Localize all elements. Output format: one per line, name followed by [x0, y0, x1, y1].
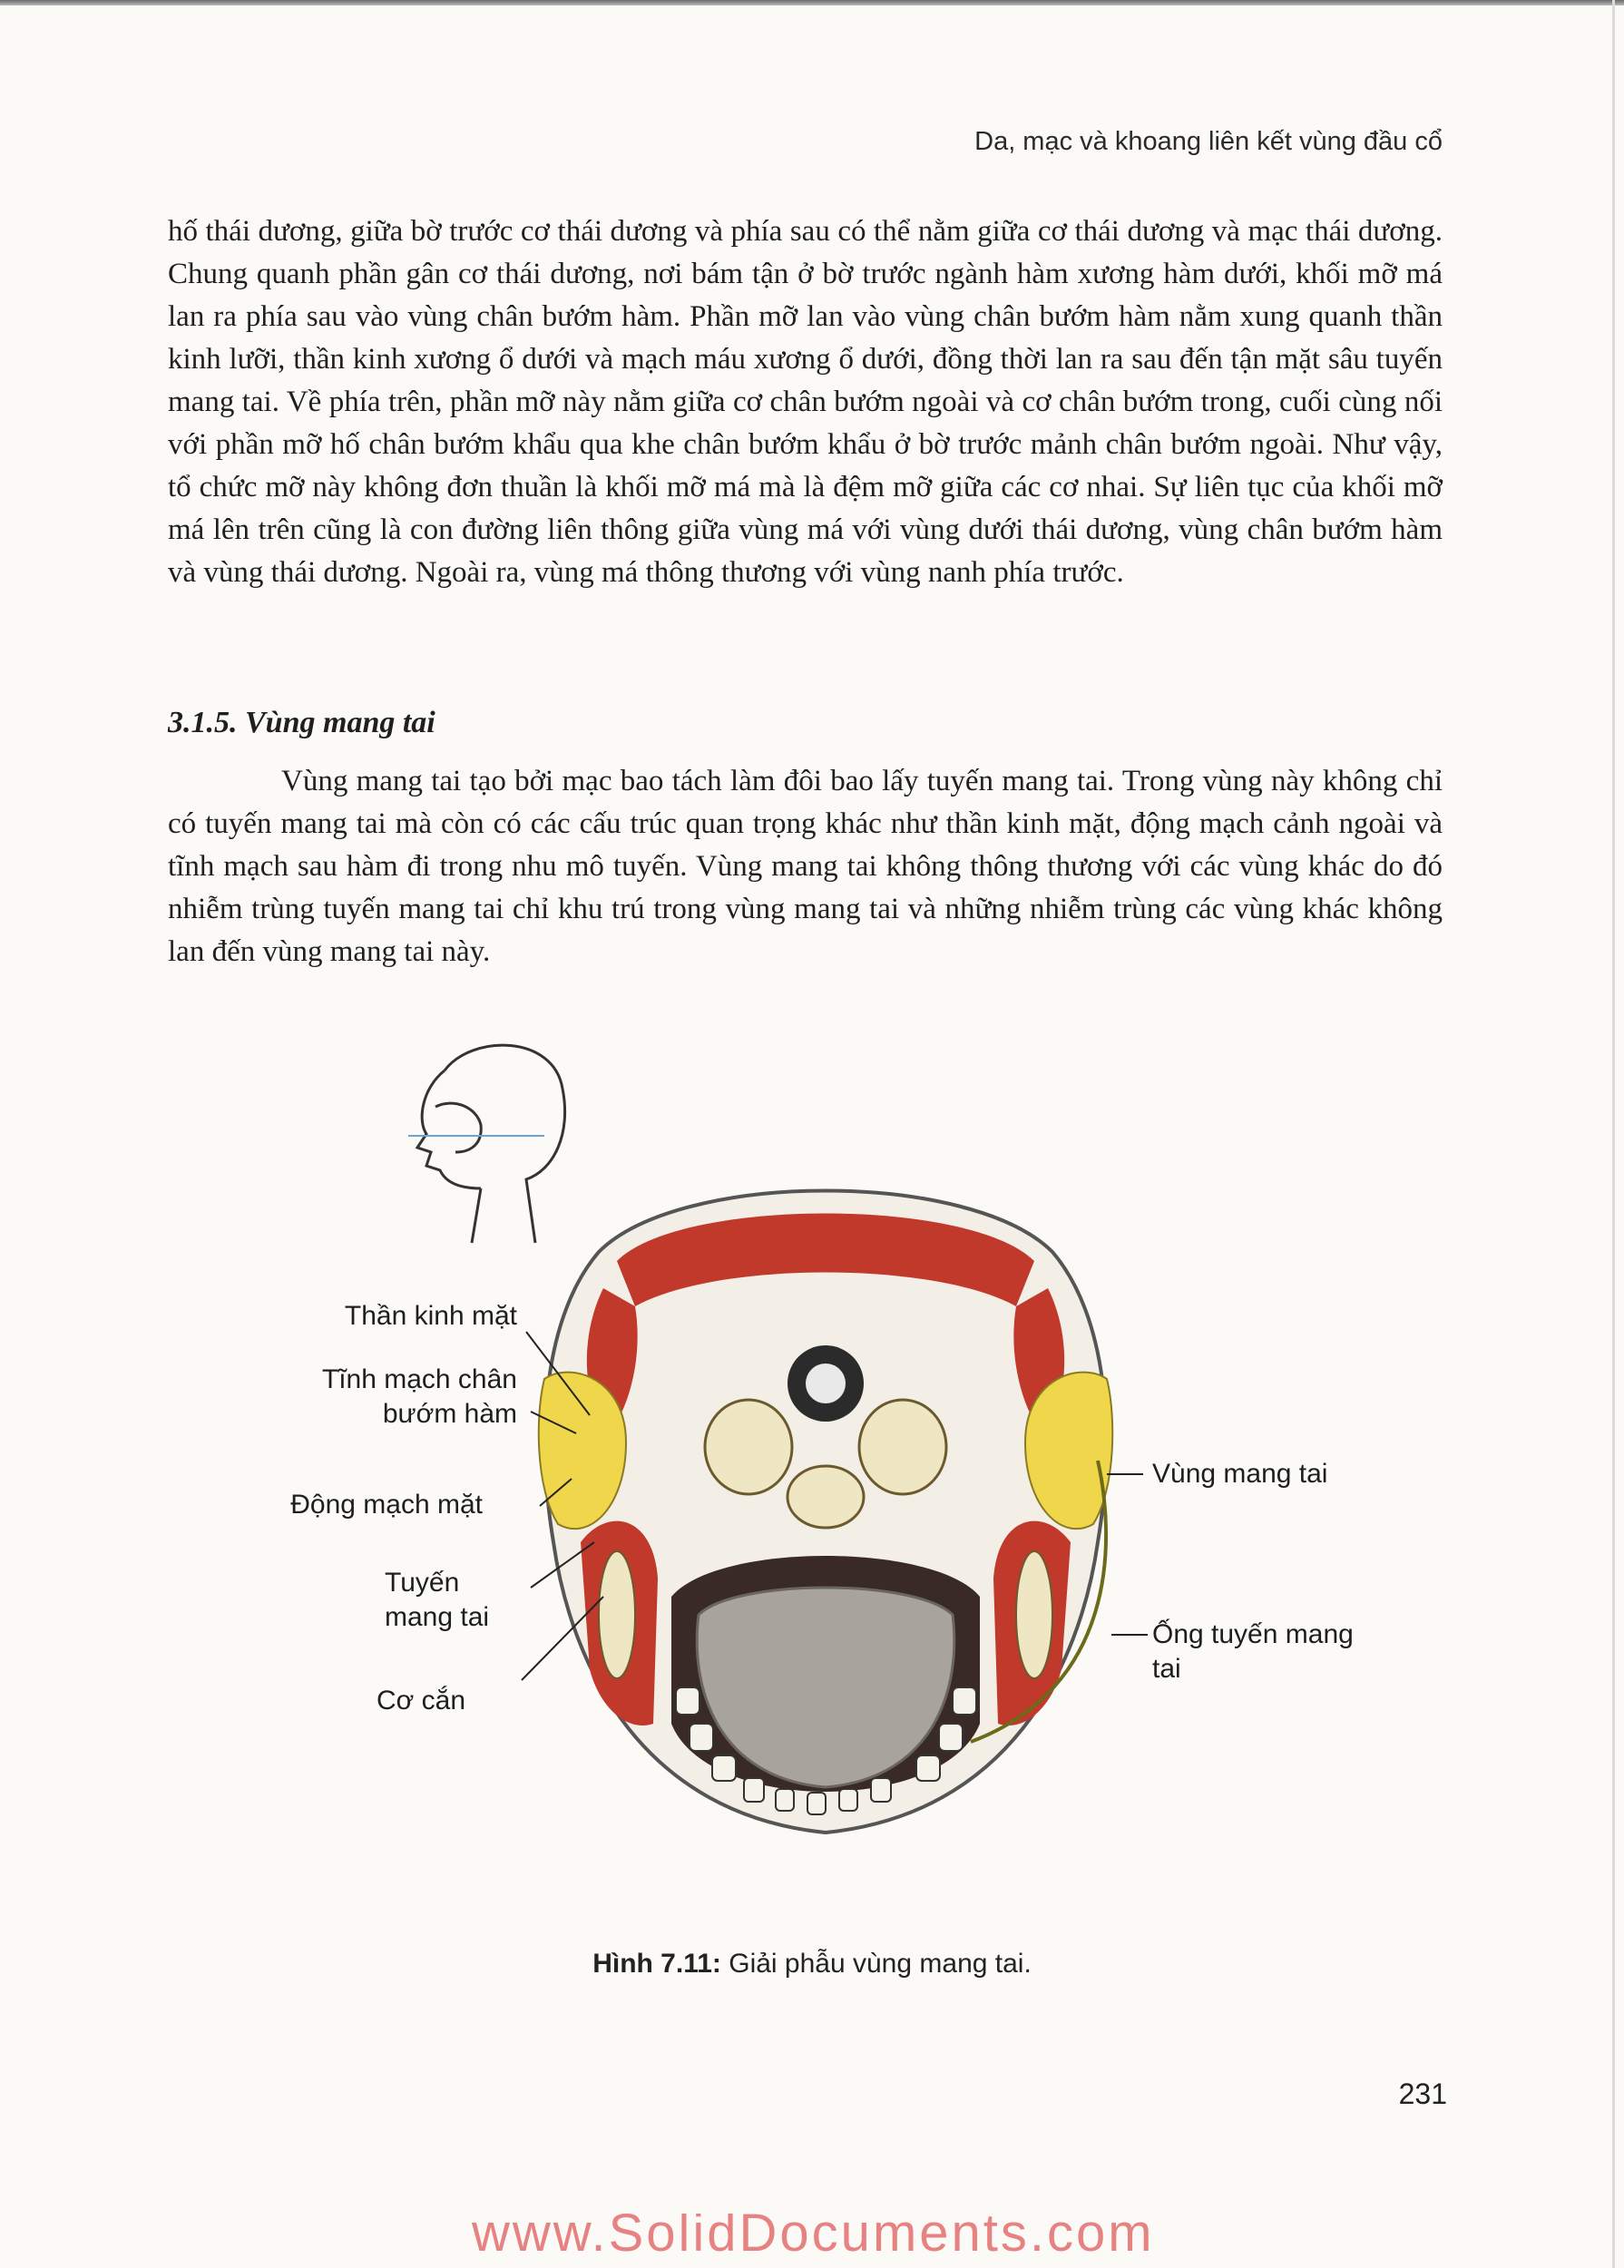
label-pterygoid-vein-line2: bướm hàm: [382, 1399, 517, 1429]
caption-text: Giải phẫu vùng mang tai.: [720, 1949, 1032, 1979]
label-facial-artery: Động mạch mặt: [290, 1490, 483, 1520]
anatomy-figure: [245, 1034, 1388, 1923]
page-number: 231: [1398, 2077, 1447, 2110]
body-paragraph-2: Vùng mang tai tạo bởi mạc bao tách làm đôi bao lấy tuyến mang tai. Trong vùng này không chỉ có tuyến mang tai mà còn có các cấu trúc quan trọng khác như thần kinh mặt, động mạch cảnh ngoài và tĩnh mạch sau hàm đi trong nhu mô tuyến. Vùng mang tai không thông thương với các vùng khác do đó nhiễm trùng tuyến mang tai chỉ khu trú trong vùng mang tai và những nhiễm trùng các vùng khác không lan đến vùng mang tai này.: [168, 765, 1443, 968]
running-header: Da, mạc và khoang liên kết vùng đầu cổ: [974, 127, 1443, 156]
cross-section-outline: [539, 1191, 1112, 1833]
page-top-border: [0, 0, 1624, 5]
label-parotid-gland-line1: Tuyến: [385, 1568, 460, 1598]
caption-number: Hình 7.11:: [592, 1949, 721, 1979]
section-heading: 3.1.5. Vùng mang tai: [168, 706, 435, 739]
label-pterygoid-vein-line1: Tĩnh mạch chân: [321, 1364, 517, 1394]
figure-caption: [0, 1949, 1624, 1980]
label-parotid-duct: Ống tuyến mang tai: [1152, 1619, 1354, 1684]
label-parotid-gland-line2: mang tai: [385, 1602, 490, 1632]
label-facial-nerve: Thần kinh mặt: [344, 1301, 517, 1331]
watermark: www.SolidDocuments.com: [472, 2214, 1155, 2253]
body-paragraph-1: hố thái dương, giữa bờ trước cơ thái dương và phía sau có thể nằm giữa cơ thái dương và mạc thái dương. Chung quanh phần gân cơ thái dương, nơi bám tận ở bờ trước ngành hàm xương hàm dưới, khối mỡ má lan ra phía sau vào vùng chân bướm hàm. Phần mỡ lan vào vùng chân bướm hàm nằm xung quanh thần kinh lưỡi, thần kinh xương ổ dưới và mạch máu xương ổ dưới, đồng thời lan ra sau đến tận mặt sâu tuyến mang tai. Về phía trên, phần mỡ này nằm giữa cơ chân bướm ngoài và cơ chân bướm trong, cuối cùng nối với phần mỡ hố chân bướm khẩu qua khe chân bướm khẩu ở bờ trước mảnh chân bướm ngoài. Như vậy, tổ chức mỡ này không đơn thuần là khối mỡ má mà là đệm mỡ giữa các cơ nhai. Sự liên tục của khối mỡ má lên trên cũng là con đường liên thông giữa vùng má với vùng dưới thái dương, vùng chân bướm hàm và vùng thái dương. Ngoài ra, vùng má thông thương với vùng nanh phía trước.: [168, 215, 1443, 589]
head-orientation-sketch: [408, 1045, 565, 1243]
label-parotid-region: Vùng mang tai: [1152, 1459, 1328, 1489]
label-masseter: Cơ cắn: [377, 1686, 466, 1716]
page-right-edge: [1612, 0, 1615, 2268]
